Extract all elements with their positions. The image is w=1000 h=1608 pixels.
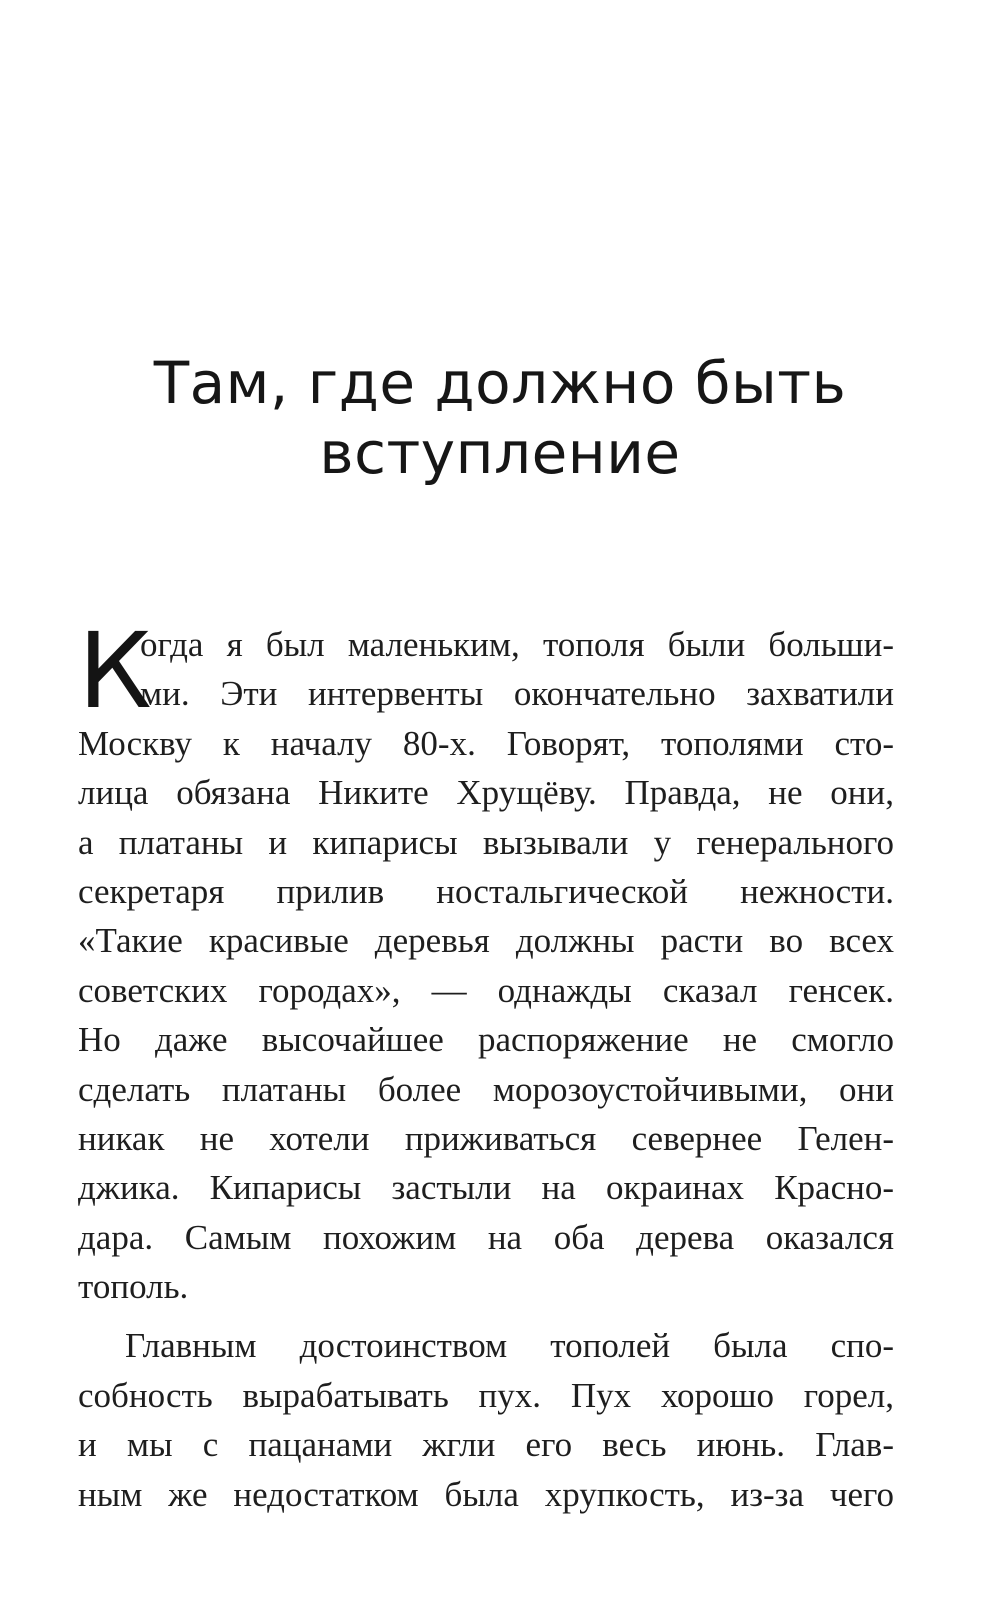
text-line: никак не хотели приживаться севернее Гелен- <box>78 1118 894 1158</box>
text-line: Но даже высочайшее распоряжение не смогло <box>78 1020 894 1060</box>
text-line: сделать платаны более морозоустойчивыми, они <box>78 1069 894 1109</box>
text-line: ми. Эти интервенты окончательно захватили <box>140 674 894 714</box>
text-line: Москву к началу 80-х. Говорят, тополями сто- <box>78 723 894 763</box>
paragraph-gap <box>78 1311 894 1321</box>
text-line: тополь. <box>78 1267 189 1307</box>
body-text <box>78 610 894 1519</box>
chapter-title <box>100 348 900 488</box>
text-line: а платаны и кипарисы вызывали у генерального <box>78 822 894 862</box>
drop-cap: К <box>78 610 152 732</box>
chapter-title-line-2: вступление <box>319 419 681 487</box>
text-line: секретаря прилив ностальгической нежности. <box>78 871 894 911</box>
text-line: и мы с пацанами жгли его весь июнь. Глав- <box>78 1425 894 1465</box>
text-line: собность вырабатывать пух. Пух хорошо горел, <box>78 1375 894 1415</box>
text-line: лица обязана Никите Хрущёву. Правда, не они, <box>78 773 894 813</box>
text-line: Главным достоинством тополей была спо- <box>125 1326 894 1366</box>
paragraph-1 <box>78 610 894 1311</box>
chapter-title-line-1: Там, где должно быть <box>153 349 847 417</box>
text-line: ным же недостатком была хрупкость, из-за чего <box>78 1474 894 1514</box>
text-line: советских городах», — однажды сказал генсек. <box>78 970 894 1010</box>
paragraph-2 <box>78 1321 894 1519</box>
text-line: «Такие красивые деревья должны расти во всех <box>78 921 894 961</box>
text-line: дара. Самым похожим на оба дерева оказался <box>78 1217 894 1257</box>
text-line: огда я был маленьким, тополя были больши- <box>140 625 894 664</box>
text-line: джика. Кипарисы застыли на окраинах Красно- <box>78 1168 894 1208</box>
